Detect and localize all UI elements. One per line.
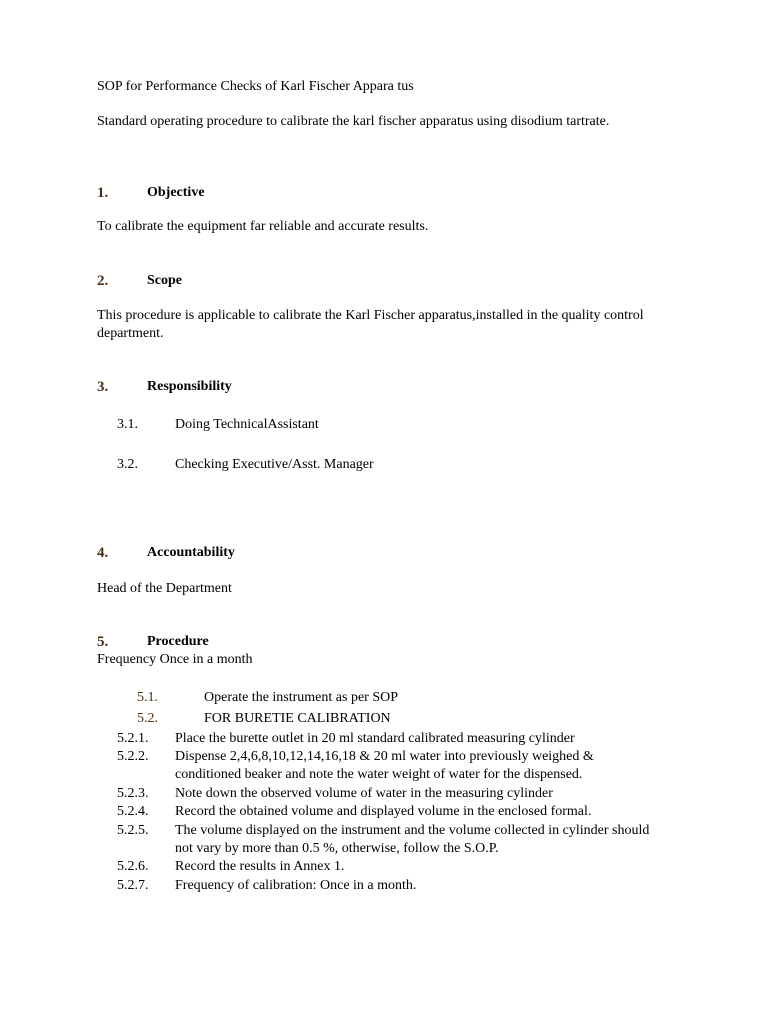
section-heading-accountability: Accountability	[147, 545, 235, 560]
procedure-subitem-number: 5.2.6.	[117, 859, 149, 874]
procedure-subitem-number: 5.2.2.	[117, 749, 149, 764]
procedure-subitem-number: 5.2.1.	[117, 731, 149, 746]
procedure-subitem-text: Record the obtained volume and displayed volume in the enclosed formal.	[175, 804, 592, 819]
procedure-frequency: Frequency Once in a month	[97, 652, 253, 667]
responsibility-item-number: 3.2.	[117, 457, 138, 472]
section-heading-objective: Objective	[147, 185, 205, 200]
procedure-item-text: Operate the instrument as per SOP	[204, 690, 399, 705]
section-body-scope-line2: department.	[97, 326, 164, 341]
section-body-accountability: Head of the Department	[97, 581, 232, 596]
section-heading-scope: Scope	[147, 273, 182, 288]
section-number-accountability: 4.	[97, 545, 109, 561]
responsibility-item-text: Doing TechnicalAssistant	[175, 417, 319, 432]
procedure-subitem-text: Note down the observed volume of water in the measuring cylinder	[175, 786, 553, 801]
procedure-subitem-text: Dispense 2,4,6,8,10,12,14,16,18 & 20 ml water into previously weighed &	[175, 749, 594, 764]
procedure-item-number: 5.1.	[137, 690, 158, 705]
section-number-procedure: 5.	[97, 634, 109, 650]
procedure-subitem-number: 5.2.4.	[117, 804, 149, 819]
procedure-subitem-text: Place the burette outlet in 20 ml standard calibrated measuring cylinder	[175, 731, 575, 746]
document-title: SOP for Performance Checks of Karl Fischer Appara tus	[97, 79, 414, 94]
section-heading-procedure: Procedure	[147, 634, 209, 649]
section-number-scope: 2.	[97, 273, 109, 289]
document-subtitle: Standard operating procedure to calibrate the karl fischer apparatus using disodium tartrate.	[97, 114, 610, 129]
procedure-subitem-text: The volume displayed on the instrument and the volume collected in cylinder should	[175, 823, 650, 838]
section-body-scope-line1: This procedure is applicable to calibrate the Karl Fischer apparatus,installed in the quality control	[97, 308, 644, 323]
procedure-subitem-number: 5.2.5.	[117, 823, 149, 838]
responsibility-item-text: Checking Executive/Asst. Manager	[175, 457, 374, 472]
procedure-subitem-number: 5.2.3.	[117, 786, 149, 801]
procedure-subitem-number: 5.2.7.	[117, 878, 149, 893]
procedure-item-number: 5.2.	[137, 711, 158, 726]
section-heading-responsibility: Responsibility	[147, 379, 232, 394]
section-number-responsibility: 3.	[97, 379, 109, 395]
procedure-subitem-text: Record the results in Annex 1.	[175, 859, 345, 874]
procedure-subitem-text-continued: conditioned beaker and note the water weight of water for the dispensed.	[175, 767, 583, 782]
responsibility-item-number: 3.1.	[117, 417, 138, 432]
procedure-subitem-text-continued: not vary by more than 0.5 %, otherwise, follow the S.O.P.	[175, 841, 499, 856]
section-number-objective: 1.	[97, 185, 109, 201]
section-body-objective: To calibrate the equipment far reliable and accurate results.	[97, 219, 429, 234]
procedure-item-text: FOR BURETIE CALIBRATION	[204, 711, 391, 726]
procedure-subitem-text: Frequency of calibration: Once in a month.	[175, 878, 417, 893]
